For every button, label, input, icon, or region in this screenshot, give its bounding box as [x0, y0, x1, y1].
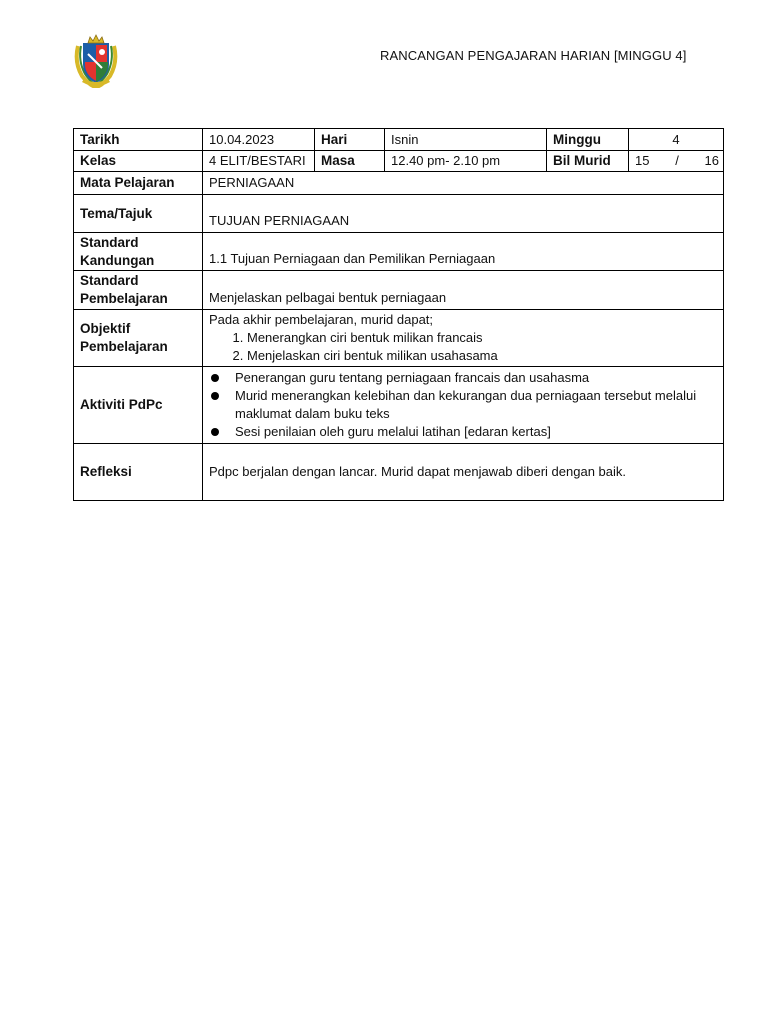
tarikh-label: Tarikh [74, 129, 203, 151]
hari-value: Isnin [385, 129, 547, 151]
objektif-item: 2. Menjelaskan ciri bentuk milikan usahasama [247, 347, 717, 365]
aktiviti-item [209, 387, 717, 423]
tema-label: Tema/Tajuk [74, 195, 203, 233]
objektif-label [74, 310, 203, 367]
bullet-icon [211, 392, 219, 400]
bullet-icon [211, 374, 219, 382]
tema-value: TUJUAN PERNIAGAAN [203, 195, 724, 233]
lesson-plan-table [73, 128, 724, 501]
minggu-label: Minggu [547, 129, 629, 151]
bil-murid-separator: / [675, 153, 679, 168]
table-row-tema [74, 195, 724, 233]
standard-pembelajaran-value: Menjelaskan pelbagai bentuk perniagaan [203, 271, 724, 310]
aktiviti-list [209, 369, 717, 441]
table-row-tarikh [74, 129, 724, 151]
kelas-value: 4 ELIT/BESTARI [203, 151, 315, 172]
aktiviti-item-text: Penerangan guru tentang perniagaan francais dan usahasma [235, 370, 590, 385]
aktiviti-item-text: Murid menerangkan kelebihan dan kekurangan dua perniagaan tersebut melalui maklumat dalam buku teks [235, 388, 697, 421]
masa-value: 12.40 pm- 2.10 pm [385, 151, 547, 172]
table-row-aktiviti [74, 367, 724, 444]
objektif-intro: Pada akhir pembelajaran, murid dapat; [209, 312, 434, 327]
refleksi-label: Refleksi [74, 444, 203, 501]
bil-murid-label: Bil Murid [547, 151, 629, 172]
tarikh-value: 10.04.2023 [203, 129, 315, 151]
standard-pembelajaran-label-line2: Pembelajaran [80, 291, 168, 306]
standard-kandungan-label-line2: Kandungan [80, 252, 155, 268]
standard-kandungan-label [74, 233, 203, 271]
bil-murid-present: 15 [635, 153, 650, 168]
mata-pelajaran-value: PERNIAGAAN [203, 172, 724, 195]
hari-label: Hari [315, 129, 385, 151]
aktiviti-value [203, 367, 724, 444]
standard-pembelajaran-label-line1: Standard [80, 273, 139, 288]
bil-murid-total: 16 [704, 153, 719, 168]
mata-pelajaran-label: Mata Pelajaran [74, 172, 203, 195]
table-row-standard-kandungan [74, 233, 724, 271]
masa-label: Masa [315, 151, 385, 172]
objektif-item: 1. Menerangkan ciri bentuk milikan francais [247, 329, 717, 347]
objektif-list [209, 329, 717, 365]
kelas-label: Kelas [74, 151, 203, 172]
bil-murid-value [629, 151, 724, 172]
aktiviti-item [209, 423, 717, 441]
school-crest-icon [72, 32, 120, 88]
objektif-label-line1: Objektif [80, 321, 131, 336]
table-row-refleksi [74, 444, 724, 501]
aktiviti-label: Aktiviti PdPc [74, 367, 203, 444]
table-row-kelas [74, 151, 724, 172]
refleksi-value: Pdpc berjalan dengan lancar. Murid dapat menjawab diberi dengan baik. [203, 444, 724, 501]
standard-kandungan-label-line1: Standard [80, 234, 139, 250]
aktiviti-item [209, 369, 717, 387]
aktiviti-item-text: Sesi penilaian oleh guru melalui latihan [edaran kertas] [235, 424, 551, 439]
standard-kandungan-value: 1.1 Tujuan Perniagaan dan Pemilikan Perniagaan [203, 233, 724, 271]
table-row-standard-pembelajaran [74, 271, 724, 310]
table-row-objektif [74, 310, 724, 367]
objektif-label-line2: Pembelajaran [80, 339, 168, 354]
table-row-mata-pelajaran [74, 172, 724, 195]
minggu-value: 4 [629, 129, 724, 151]
objektif-value [203, 310, 724, 367]
standard-pembelajaran-label [74, 271, 203, 310]
bullet-icon [211, 428, 219, 436]
page-title: RANCANGAN PENGAJARAN HARIAN [MINGGU 4] [380, 48, 687, 63]
